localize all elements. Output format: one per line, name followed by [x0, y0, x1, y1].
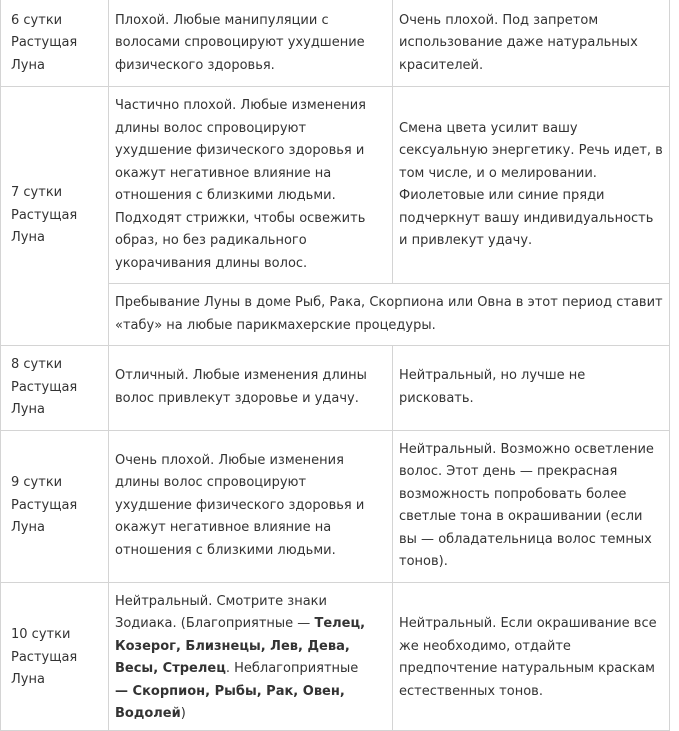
- haircut-middle: . Неблагоприятные: [225, 661, 359, 676]
- moon-phase: Растущая: [11, 497, 78, 513]
- moon-word: Луна: [11, 57, 45, 73]
- coloring-cell: Очень плохой. Под запретом использование даже натуральных красителей.: [393, 0, 670, 87]
- coloring-cell: Нейтральный. Если окрашивание все же необходимо, отдайте предпочтение натуральным краскам естественных тонов.: [393, 582, 670, 730]
- coloring-cell: Смена цвета усилит вашу сексуальную энергетику. Речь идет, в том числе, и о мелировании. Фиолетовые или синие пряди подчеркнут вашу индивидуальность и привлекут удачу.: [393, 87, 670, 284]
- coloring-cell: Нейтральный. Возможно осветление волос. Этот день — прекрасная возможность попробовать более светлые тона в окрашивании (если вы — обладательница волос темных тонов).: [393, 430, 670, 582]
- day-cell: [1, 346, 109, 431]
- day-number: 9 сутки: [11, 475, 63, 491]
- day-number: 7 сутки: [11, 185, 63, 201]
- haircut-intro: Нейтральный. Смотрите знаки Зодиака. (Благоприятные —: [115, 593, 327, 631]
- unfavorable-dash: —: [115, 683, 133, 699]
- table-row: [1, 0, 670, 87]
- haircut-cell: Плохой. Любые манипуляции с волосами спровоцируют ухудшение физического здоровья.: [109, 0, 393, 87]
- moon-word: Луна: [11, 230, 45, 246]
- moon-phase: Растущая: [11, 35, 78, 51]
- haircut-end: ): [180, 706, 186, 721]
- haircut-cell: Отличный. Любые изменения длины волос привлекут здоровье и удачу.: [109, 346, 393, 431]
- moon-phase: Растущая: [11, 207, 78, 223]
- day-cell: [1, 87, 109, 346]
- favorable-signs: Телец, Козерог, Близнецы, Лев, Дева, Весы, Стрелец: [115, 616, 366, 676]
- day-number: 6 сутки: [11, 12, 63, 28]
- day-cell: [1, 582, 109, 730]
- moon-word: Луна: [11, 672, 45, 688]
- note-cell: Пребывание Луны в доме Рыб, Рака, Скорпиона или Овна в этот период ставит «табу» на любые парикмахерские процедуры.: [109, 284, 670, 346]
- moon-phase: Растущая: [11, 649, 78, 665]
- unfavorable-signs: Скорпион, Рыбы, Рак, Овен, Водолей: [115, 683, 345, 721]
- day-cell: [1, 0, 109, 87]
- moon-word: Луна: [11, 520, 45, 536]
- haircut-cell: Частично плохой. Любые изменения длины волос спровоцируют ухудшение физического здоровья и окажут негативное влияние на отношения с близкими людьми. Подходят стрижки, чтобы освежить образ, но без радикального укорачивания длины волос.: [109, 87, 393, 284]
- table-row: [1, 430, 670, 582]
- table-row: [1, 87, 670, 284]
- day-number: 8 сутки: [11, 357, 63, 372]
- table-row: [1, 346, 670, 431]
- moon-word: Луна: [11, 402, 45, 417]
- day-cell: [1, 430, 109, 582]
- haircut-cell: Очень плохой. Любые изменения длины волос спровоцируют ухудшение физического здоровья и окажут негативное влияние на отношения с близкими людьми.: [109, 430, 393, 582]
- coloring-cell: Нейтральный, но лучше не рисковать.: [393, 346, 670, 431]
- table-row: [1, 582, 670, 730]
- haircut-cell: [109, 582, 393, 730]
- moon-phase: Растущая: [11, 379, 78, 395]
- day-number: 10 сутки: [11, 627, 71, 643]
